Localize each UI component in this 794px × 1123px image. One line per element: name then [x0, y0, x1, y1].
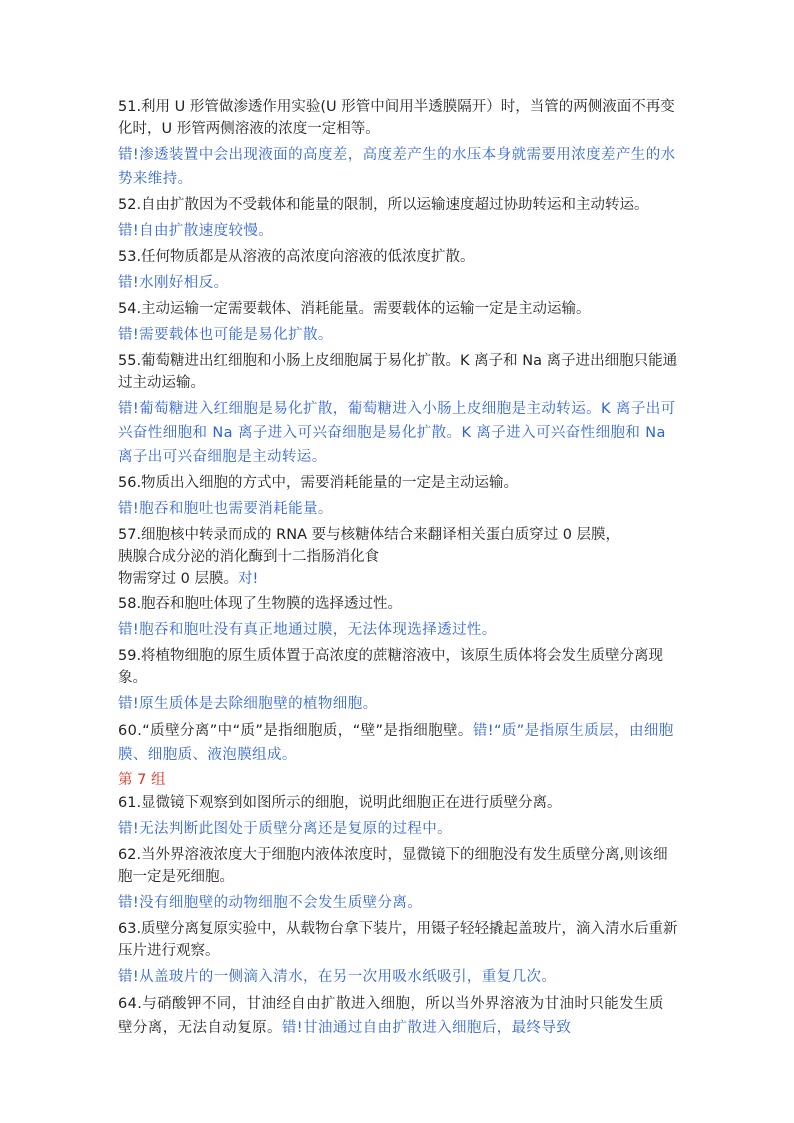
question-57-line2: 胰腺合成分泌的消化酶到十二指肠消化食 [118, 549, 379, 565]
question-58: 58.胞吞和胞吐体现了生物膜的选择透过性。 [118, 596, 403, 612]
answer-57: 对! [237, 571, 259, 587]
question-56: 56.物质出入细胞的方式中，需要消耗能量的一定是主动运输。 [118, 475, 519, 491]
question-62: 62.当外界溶液浓度大于细胞内液体浓度时，显微镜下的细胞没有发生质壁分离,则该细胞一定是死细胞。 [118, 847, 668, 885]
answer-62: 错!没有细胞壁的动物细胞不会发生质壁分离。 [118, 895, 423, 911]
answer-64: 错!甘油通过自由扩散进入细胞后，最终导致 [281, 1020, 572, 1036]
question-54: 54.主动运输一定需要载体、消耗能量。需要载体的运输一定是主动运输。 [118, 301, 591, 317]
question-59: 59.将植物细胞的原生质体置于高浓度的蔗糖溶液中，该原生质体将会发生质壁分离现象。 [118, 648, 664, 686]
answer-53: 错!水刚好相反。 [118, 275, 229, 291]
answer-54: 错!需要载体也可能是易化扩散。 [118, 327, 333, 343]
answer-58: 错!胞吞和胞吐没有真正地通过膜，无法体现选择透过性。 [118, 622, 497, 638]
question-51: 51.利用 U 形管做渗透作用实验(U 形管中间用半透膜隔开）时，当管的两侧液面不再变化时，U 形管两侧溶液的浓度一定相等。 [118, 99, 675, 137]
question-57-line3: 物需穿过 0 层膜。 [118, 571, 238, 587]
document-page [118, 96, 678, 1043]
question-64-text: 64.与硝酸钾不同，甘油经自由扩散进入细胞，所以当外界溶液为甘油时只能发生质壁分离，无法自动复原。 [118, 996, 664, 1036]
question-60 [118, 719, 678, 767]
answer-61: 错!无法判断此图处于质壁分离还是复原的过程中。 [118, 821, 453, 837]
group-title: 第 7 组 [118, 772, 166, 788]
question-57 [118, 524, 678, 590]
question-53: 53.任何物质都是从溶液的高浓度向溶液的低浓度扩散。 [118, 249, 475, 265]
answer-52: 错!自由扩散速度较慢。 [118, 223, 274, 239]
answer-63: 错!从盖玻片的一侧滴入清水，在另一次用吸水纸吸引，重复几次。 [118, 969, 557, 985]
answer-60: 错!“质”是指原生质层，由细胞膜、细胞质、液泡膜组成。 [118, 723, 674, 763]
question-55: 55.葡萄糖进出红细胞和小肠上皮细胞属于易化扩散。K 离子和 Na 离子进出细胞只能通过主动运输。 [118, 353, 678, 391]
question-63: 63.质壁分离复原实验中，从载物台拿下装片，用镊子轻轻撬起盖玻片，滴入清水后重新压片进行观察。 [118, 921, 678, 959]
question-52: 52.自由扩散因为不受载体和能量的限制，所以运输速度超过协助转运和主动转运。 [118, 197, 649, 213]
answer-55: 错!葡萄糖进入红细胞是易化扩散，葡萄糖进入小肠上皮细胞是主动转运。K 离子出可兴奋性细胞和 Na 离子进入可兴奋细胞是易化扩散。K 离子进入可兴奋性细胞和 Na 离子出可兴奋细胞是主动转运。 [118, 401, 676, 465]
answer-56: 错!胞吞和胞吐也需要消耗能量。 [118, 501, 333, 517]
question-64 [118, 992, 678, 1040]
question-60-text: 60.“质壁分离”中“质”是指细胞质，“壁”是指细胞壁。 [118, 723, 473, 739]
question-61: 61.显微镜下观察到如图所示的细胞，说明此细胞正在进行质壁分离。 [118, 795, 562, 811]
question-57-line1: 57.细胞核中转录而成的 RNA 要与核糖体结合来翻译相关蛋白质穿过 0 层膜， [118, 527, 621, 543]
answer-59: 错!原生质体是去除细胞壁的植物细胞。 [118, 696, 378, 712]
answer-51: 错!渗透装置中会出现液面的高度差，高度差产生的水压本身就需要用浓度差产生的水势来维持。 [118, 147, 676, 187]
